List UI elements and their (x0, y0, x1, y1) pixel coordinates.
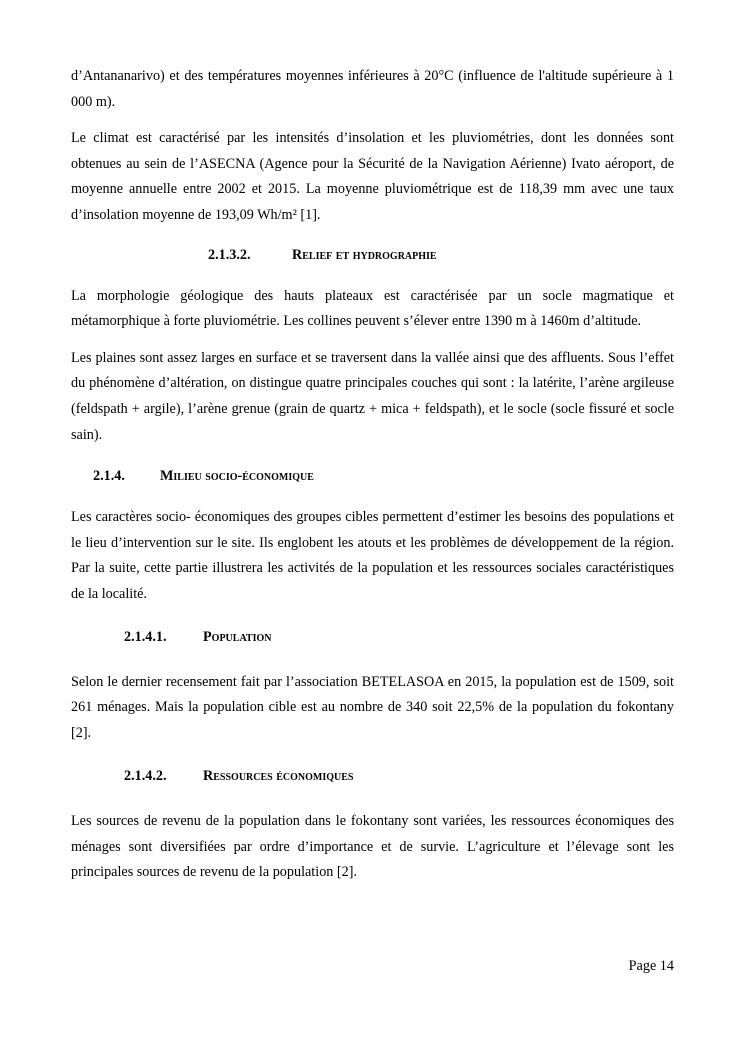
section-number: 2.1.3.2. (208, 246, 251, 263)
section-number: 2.1.4.1. (124, 628, 167, 645)
document-page (71, 64, 674, 898)
paragraph-economic-resources: Les sources de revenu de la population dans le fokontany sont variées, les ressources économiques des ménages sont diversifiées par ordre d’importance et de survie. L’agriculture et l’élevage sont les principales sources de revenu de la population [2]. (71, 813, 674, 881)
section-heading-economic-resources (71, 768, 674, 785)
section-title: Relief et hydrographie (292, 246, 437, 263)
section-title: Population (203, 628, 272, 645)
section-title: Ressources économiques (203, 768, 354, 785)
section-title: Milieu socio-économique (160, 468, 314, 485)
paragraph-plains: Les plaines sont assez larges en surface et se traversent dans la vallée ainsi que des affluents. Sous l’effet du phénomène d’altération, on distingue quatre principales couches qui sont : la latérite, l’arène argileuse (feldspath + argile), l’arène grenue (grain de quartz + mica + feldspath), et le socle (socle fissuré et socle sain). (71, 349, 674, 443)
section-heading-population (71, 629, 674, 646)
page-number: Page 14 (628, 958, 674, 974)
paragraph-morphology: La morphologie géologique des hauts plateaux est caractérisée par un socle magmatique et métamorphique à forte pluviométrie. Les collines peuvent s’élever entre 1390 m à 1460m d’altitude. (71, 287, 674, 330)
section-number: 2.1.4. (93, 468, 125, 485)
paragraph-socio-economic: Les caractères socio- économiques des groupes cibles permettent d’estimer les besoins des populations et le lieu d’intervention sur le site. Ils englobent les atouts et les problèmes de développement de la région. Par la suite, cette partie illustrera les activités de la population et les ressources sociales caractéristiques de la localité. (71, 509, 674, 602)
section-number: 2.1.4.2. (124, 768, 167, 785)
section-heading-socio-economic (71, 468, 674, 485)
paragraph-climate-data: Le climat est caractérisé par les intensités d’insolation et les pluviométries, dont les données sont obtenues au sein de l’ASECNA (Agence pour la Sécurité de la Navigation Aérienne) Ivato aéroport, de moyenne annuelle entre 2002 et 2015. La moyenne pluviométrique est de 118,39 mm avec une taux d’insolation moyenne de 193,09 Wh/m² [1]. (71, 130, 674, 223)
paragraph-population: Selon le dernier recensement fait par l’association BETELASOA en 2015, la population est de 1509, soit 261 ménages. Mais la population cible est au nombre de 340 soit 22,5% de la population du fokontany [2]. (71, 673, 674, 741)
section-heading-relief (71, 247, 674, 264)
paragraph-climate-intro: d’Antananarivo) et des températures moyennes inférieures à 20°C (influence de l'altitude supérieure à 1 000 m). (71, 68, 674, 110)
